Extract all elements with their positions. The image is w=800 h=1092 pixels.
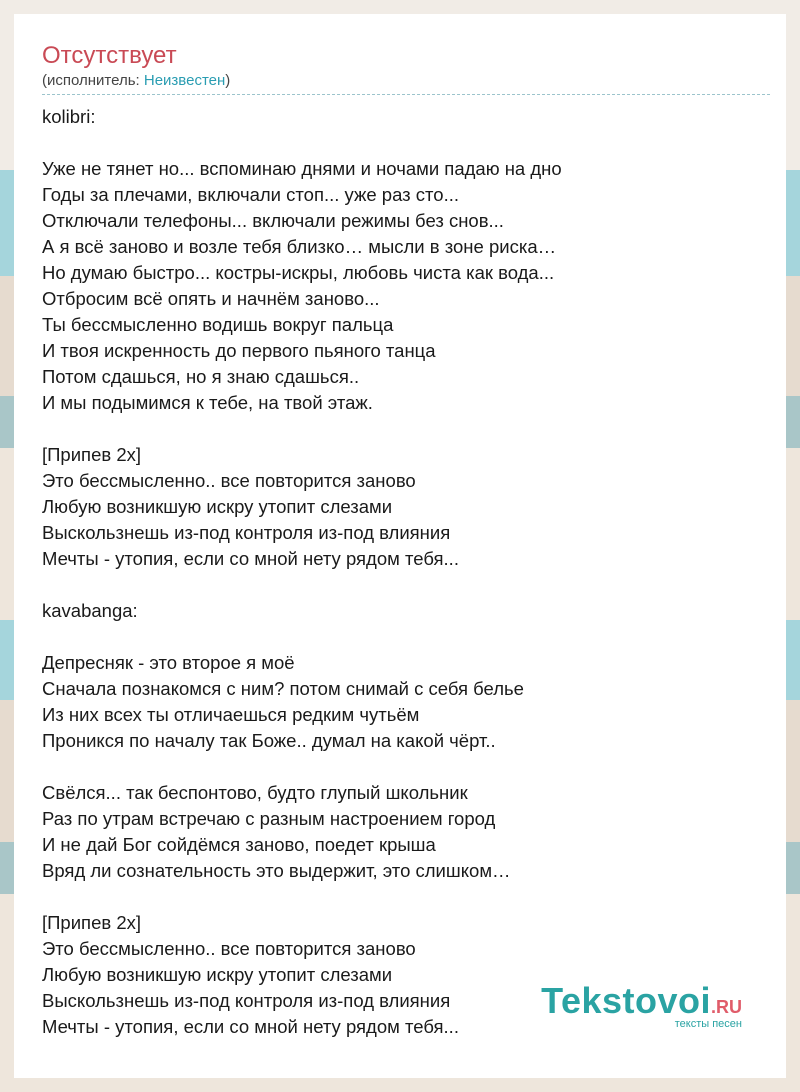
divider (42, 94, 770, 95)
lyric-line: Годы за плечами, включали стоп... уже раз сто... (42, 184, 459, 205)
lyric-line: И твоя искренность до первого пьяного танца (42, 340, 436, 361)
lyric-line (42, 572, 772, 598)
logo-name: Tekstovoi (541, 980, 711, 1021)
song-title: Отсутствует (42, 42, 177, 69)
lyric-line: kavabanga: (42, 600, 138, 621)
lyric-line: И мы подымимся к тебе, на твой этаж. (42, 392, 373, 413)
lyric-line: Уже не тянет но... вспоминаю днями и ночами падаю на дно (42, 158, 562, 179)
lyric-line: Вряд ли сознательность это выдержит, это слишком… (42, 860, 511, 881)
lyric-line: И не дай Бог сойдёмся заново, поедет крыша (42, 834, 436, 855)
logo-domain: .RU (711, 997, 742, 1017)
lyric-line: Любую возникшую искру утопит слезами (42, 496, 393, 517)
lyric-line (42, 624, 772, 650)
logo-tagline: тексты песен (674, 1018, 742, 1030)
lyric-line: Любую возникшую искру утопит слезами (42, 964, 393, 985)
lyrics-text (42, 104, 772, 1040)
lyric-line (42, 754, 772, 780)
lyric-line: Отключали телефоны... включали режимы без снов... (42, 210, 504, 231)
lyric-line: Раз по утрам встречаю с разным настроением город (42, 808, 496, 829)
lyric-line: Депресняк - это второе я моё (42, 652, 295, 673)
lyric-line: Выскользнешь из-под контроля из-под влияния (42, 522, 451, 543)
lyric-line: Мечты - утопия, если со мной нету рядом тебя... (42, 548, 459, 569)
artist-line (42, 72, 230, 89)
lyric-line: Сначала познакомся с ним? потом снимай с себя белье (42, 678, 524, 699)
artist-suffix: ) (225, 72, 231, 89)
lyric-line: Из них всех ты отличаешься редким чутьём (42, 704, 420, 725)
lyric-line (42, 416, 772, 442)
lyric-line: Но думаю быстро... костры-искры, любовь чиста как вода... (42, 262, 555, 283)
lyric-line (42, 884, 772, 910)
lyric-line: kolibri: (42, 106, 96, 127)
site-logo[interactable] (541, 980, 742, 1030)
lyric-line: Отбросим всё опять и начнём заново... (42, 288, 380, 309)
lyric-line: Проникся по началу так Боже.. думал на какой чёрт.. (42, 730, 496, 751)
lyric-line: Это бессмысленно.. все повторится заново (42, 938, 416, 959)
lyric-line: Это бессмысленно.. все повторится заново (42, 470, 416, 491)
lyric-line: [Припев 2х] (42, 444, 142, 465)
lyric-line (42, 130, 772, 156)
artist-prefix: (исполнитель: (42, 72, 144, 89)
lyric-line: Мечты - утопия, если со мной нету рядом тебя... (42, 1016, 459, 1037)
lyric-line: Свёлся... так беспонтово, будто глупый школьник (42, 782, 468, 803)
lyric-line: Ты бессмысленно водишь вокруг пальца (42, 314, 394, 335)
lyrics-card (14, 14, 786, 1078)
lyric-line: Выскользнешь из-под контроля из-под влияния (42, 990, 451, 1011)
lyric-line: [Припев 2х] (42, 912, 142, 933)
lyric-line: А я всё заново и возле тебя близко… мысли в зоне риска… (42, 236, 557, 257)
lyric-line: Потом сдашься, но я знаю сдашься.. (42, 366, 360, 387)
artist-link[interactable]: Неизвестен (143, 72, 226, 89)
